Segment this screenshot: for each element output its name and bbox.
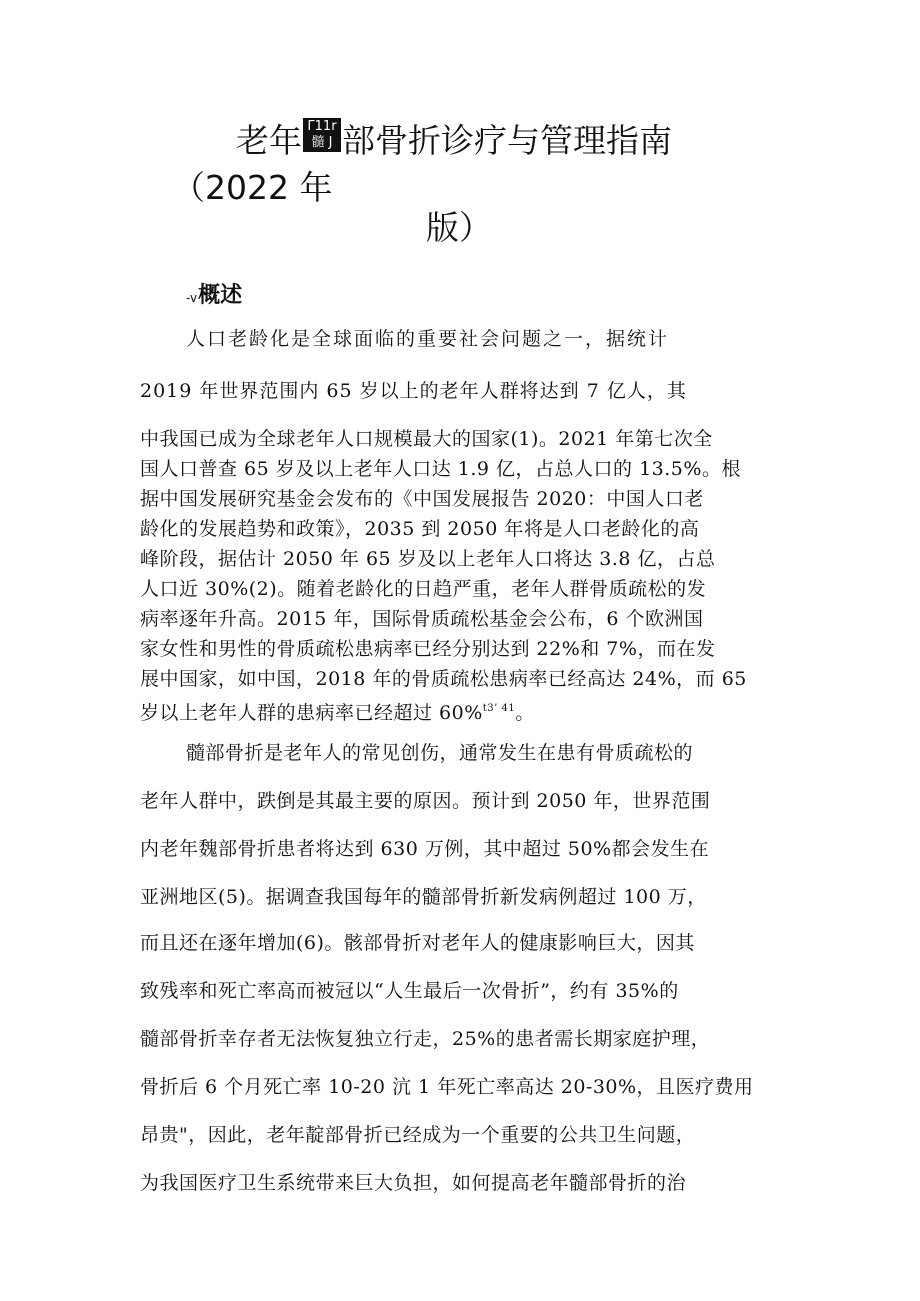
paragraph-line: 老年人群中，跌倒是其最主要的原因。预计到 2050 年，世界范围: [140, 790, 711, 812]
paragraph-line: 病率逐年升高。2015 年，国际骨质疏松基金会公布，6 个欧洲国: [140, 608, 704, 630]
paragraph-line: [140, 696, 790, 726]
paragraph-line: 致残率和死亡率高而被冠以“人生最后一次骨折”，约有 35%的: [140, 980, 679, 1002]
paragraph-line: 亚洲地区(5)。据调查我国每年的髓部骨折新发病例超过 100 万，: [140, 886, 707, 908]
title-garbled-glyph: [303, 118, 341, 152]
section-heading: [186, 278, 242, 309]
paragraph-line: 而且还在逐年增加(6)。骸部骨折对老年人的健康影响巨大，因其: [140, 932, 695, 954]
paragraph-line-end: 。: [515, 702, 535, 724]
title-garbled-top: Γ11r: [307, 119, 337, 134]
paragraph-line: 龄化的发展趋势和政策》，2035 到 2050 年将是人口老龄化的高: [140, 518, 700, 540]
title-part-1: 老年: [236, 121, 302, 160]
paragraph-line: 据中国发展研究基金会发布的《中国发展报告 2020：中国人口老: [140, 488, 704, 510]
paragraph-line-text: 岁以上老年人群的患病率已经超过 60%: [140, 702, 483, 724]
paragraph-line: 展中国家，如中国，2018 年的骨质疏松患病率已经高达 24%，而 65: [140, 668, 747, 690]
paragraph-line: 人口近 30%(2)。随着老龄化的日趋严重，老年人群骨质疏松的发: [140, 578, 707, 600]
title-line-3: 版）: [426, 208, 492, 247]
title-part-2: 部骨折诊疗与管理指南: [342, 121, 672, 160]
paragraph-line: 昂贵"，因此，老年靛部骨折已经成为一个重要的公共卫生问题，: [140, 1124, 696, 1146]
title-garbled-bottom: 髓 J: [311, 135, 333, 150]
paragraph-line: 内老年魏部骨折患者将达到 630 万例，其中超过 50%都会发生在: [140, 838, 710, 860]
title-line-1: [236, 118, 696, 163]
paragraph-line: 国人口普查 65 岁及以上老年人口达 1.9 亿，占总人口的 13.5%。根: [140, 458, 741, 480]
paragraph-line: 峰阶段，据估计 2050 年 65 岁及以上老年人口将达 3.8 亿，占总: [140, 548, 716, 570]
paragraph-line: 家女性和男性的骨质疏松患病率已经分别达到 22%和 7%，而在发: [140, 638, 716, 660]
section-heading-text: 概述: [198, 283, 243, 308]
section-prefix: -v: [186, 291, 198, 305]
paragraph-line: 髓部骨折是老年人的常见创伤，通常发生在患有骨质疏松的: [186, 742, 694, 764]
paragraph-line: 中我国已成为全球老年人口规模最大的国家(1)。2021 年第七次全: [140, 428, 713, 450]
paragraph-line: 骨折后 6 个月死亡率 10-20 沆 1 年死亡率高达 20-30%，且医疗费用: [140, 1076, 754, 1098]
citation-superscript: t3’ 41: [482, 703, 516, 714]
paragraph-line: 人口老龄化是全球面临的重要社会问题之一，据统计: [186, 328, 670, 350]
paragraph-line: 2019 年世界范围内 65 岁以上的老年人群将达到 7 亿人，其: [140, 380, 687, 402]
paragraph-line: 髓部骨折幸存者无法恢复独立行走，25%的患者需长期家庭护理，: [140, 1028, 711, 1050]
paragraph-line: 为我国医疗卫生系统带来巨大负担，如何提高老年髓部骨折的治: [140, 1172, 687, 1194]
title-line-2: （2022 年: [172, 168, 333, 207]
